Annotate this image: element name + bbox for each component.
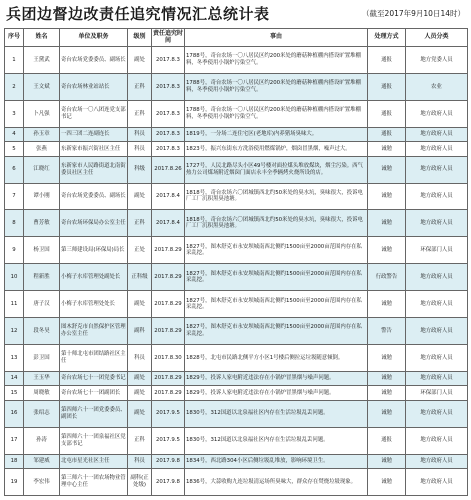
cell-action: 诫勉 — [368, 237, 406, 264]
cell-unit: 奇台农场党委委员、副场长 — [60, 183, 128, 210]
cell-no: 17 — [5, 427, 24, 454]
col-header-unit: 单位及职务 — [60, 29, 128, 47]
cell-name: 邹建威 — [24, 454, 60, 468]
cell-category: 地方政府人员 — [406, 427, 468, 454]
cell-level: 副处 — [128, 400, 152, 427]
cell-no: 7 — [5, 183, 24, 210]
col-header-reason: 事由 — [185, 29, 368, 47]
col-header-time: 责任追究时间 — [152, 29, 185, 47]
cell-reason: 1823号，振兴东街东方洗浴使用燃煤锅炉，烟囱冒黑烟，噪声过大。 — [185, 142, 368, 156]
table-row — [5, 386, 468, 400]
cell-name: 程新胜 — [24, 264, 60, 291]
cell-level: 正科 — [128, 427, 152, 454]
cell-level: 副处 — [128, 183, 152, 210]
cell-name: 段冬昊 — [24, 318, 60, 345]
cell-reason: 1834号，西北路304小区后侧垃圾乱堆放，影响环境卫生。 — [185, 454, 368, 468]
cell-level: 科员 — [128, 454, 152, 468]
cell-unit: 北屯市星光社区主任 — [60, 454, 128, 468]
cell-category: 地方政府人员 — [406, 469, 468, 496]
cell-no: 9 — [5, 237, 24, 264]
cell-category: 地方政府人员 — [406, 454, 468, 468]
page-title: 兵团边督边改责任追究情况汇总统计表 — [6, 5, 270, 23]
cell-level: 副处 — [128, 386, 152, 400]
cell-time: 2017.8.26 — [152, 156, 185, 183]
cell-no: 1 — [5, 47, 24, 74]
cell-category: 地方政府人员 — [406, 127, 468, 141]
cell-time: 2017.8.29 — [152, 264, 185, 291]
cell-reason: 1827号，图木舒克市永安坝城南西北侧约1500亩至2000亩范围内存在私采乱挖。 — [185, 291, 368, 318]
cell-no: 11 — [5, 291, 24, 318]
cell-unit: 奇台农场七十一团副团长 — [60, 386, 128, 400]
cell-no: 14 — [5, 371, 24, 385]
cell-reason: 1788号，奇台农场一〇八居民区约200米处的蘑菇种植棚内搭设旷置堆棚料，冬季使用小锅炉污染空气。 — [185, 73, 368, 100]
cell-category: 地方政府人员 — [406, 400, 468, 427]
cell-reason: 1827号，图木舒克市永安坝城南西北侧约1500亩至2000亩范围内存在私采乱挖。 — [185, 264, 368, 291]
cell-no: 3 — [5, 100, 24, 127]
cell-reason: 1788号，奇台农场一〇八居民区约200米处的蘑菇种植棚内搭设旷置堆棚料，冬季使用小锅炉污染空气。 — [185, 100, 368, 127]
cell-name: 李宏伟 — [24, 469, 60, 496]
cell-no: 18 — [5, 454, 24, 468]
cell-time: 2017.8.3 — [152, 127, 185, 141]
accountability-table — [4, 28, 468, 496]
col-header-name: 姓名 — [24, 29, 60, 47]
cell-no: 10 — [5, 264, 24, 291]
cell-time: 2017.9.5 — [152, 427, 185, 454]
cell-reason: 1827号，图木舒克市永安坝城南西北侧约1500亩至2000亩范围内存在私采乱挖。 — [185, 318, 368, 345]
cell-action: 诫勉 — [368, 469, 406, 496]
cell-name: 张燕 — [24, 142, 60, 156]
cell-time: 2017.8.3 — [152, 142, 185, 156]
cell-name: 张绍志 — [24, 400, 60, 427]
table-row — [5, 345, 468, 372]
cell-action: 诫勉 — [368, 291, 406, 318]
cell-unit: 第十师北屯市团结路社区主任 — [60, 345, 128, 372]
cell-no: 5 — [5, 142, 24, 156]
cell-level: 副处 — [128, 371, 152, 385]
cell-reason: 1836号，大蒜收购九连垃圾清运场所臭味大，群众存在焚烧垃圾现象。 — [185, 469, 368, 496]
table-row — [5, 237, 468, 264]
cell-name: 周晓敏 — [24, 386, 60, 400]
cell-category: 地方政府人员 — [406, 156, 468, 183]
cell-reason: 1788号，奇台农场一〇八居民区约200米处的蘑菇种植棚内搭设旷置堆棚料，冬季使用小锅炉污染空气。 — [185, 47, 368, 74]
cell-time: 2017.8.3 — [152, 47, 185, 74]
cell-reason: 1818号，奇台农场六〇团城镇西北约50米处的臭水坑，臭味很大，投诉电厂工厂沉积黑臭池塘。 — [185, 210, 368, 237]
table-body — [5, 47, 468, 496]
cell-action: 诫勉 — [368, 210, 406, 237]
cell-unit: 奇台农场环保局办公室主任 — [60, 210, 128, 237]
cell-name: 彭卫国 — [24, 345, 60, 372]
col-header-level: 级别 — [128, 29, 152, 47]
cell-unit: 第四师六十一团泉福社区党支部书记 — [60, 427, 128, 454]
cell-reason: 1829号，投诉人家电附近违法存在小锅炉冒黑烟与噪声问题。 — [185, 371, 368, 385]
cell-reason: 1819号，一分场二连住宅区(老地库)内养猪场臭味大。 — [185, 127, 368, 141]
table-row — [5, 156, 468, 183]
cell-time: 2017.8.3 — [152, 73, 185, 100]
cell-name: 卜凡强 — [24, 100, 60, 127]
cell-category: 农业 — [406, 73, 468, 100]
cell-category: 地方政府人员 — [406, 210, 468, 237]
cell-reason: 1828号，北屯市民路北侧平方小区1号楼后侧拉运垃圾随意倾倒。 — [185, 345, 368, 372]
table-row — [5, 318, 468, 345]
cell-no: 6 — [5, 156, 24, 183]
cell-unit: 奇台农场七十一团党委书记 — [60, 371, 128, 385]
cell-name: 杨卫国 — [24, 237, 60, 264]
table-row — [5, 427, 468, 454]
cell-name: 曹芳敏 — [24, 210, 60, 237]
cell-unit: 东新家市振兴街社区主任 — [60, 142, 128, 156]
cell-level: 科员 — [128, 127, 152, 141]
cell-category: 地方政府人员 — [406, 264, 468, 291]
table-row — [5, 400, 468, 427]
cell-category: 地方政府人员 — [406, 318, 468, 345]
cell-level: 副处 — [128, 47, 152, 74]
cell-action: 行政警告 — [368, 264, 406, 291]
cell-category: 地方政府人员 — [406, 371, 468, 385]
table-row — [5, 142, 468, 156]
cell-level: 科员 — [128, 142, 152, 156]
cell-action: 诫勉 — [368, 386, 406, 400]
cell-name: 唐子汉 — [24, 291, 60, 318]
cell-reason: 1827号，图木舒克市永安坝城南西北侧约1500亩至2000亩范围内存在私采乱挖。 — [185, 237, 368, 264]
cell-action: 通报 — [368, 47, 406, 74]
cell-time: 2017.8.29 — [152, 386, 185, 400]
cell-level: 副科(正处级) — [128, 469, 152, 496]
cell-no: 16 — [5, 400, 24, 427]
cell-time: 2017.8.29 — [152, 318, 185, 345]
cell-category: 地方政府人员 — [406, 142, 468, 156]
cell-category: 地方政府人员 — [406, 291, 468, 318]
cell-level: 正科 — [128, 100, 152, 127]
cell-time: 2017.9.8 — [152, 469, 185, 496]
cell-time: 2017.8.29 — [152, 291, 185, 318]
cell-level: 正科级 — [128, 264, 152, 291]
cell-unit: 奇台农场党委委员、副场长 — [60, 47, 128, 74]
cell-no: 19 — [5, 469, 24, 496]
cell-action: 通报 — [368, 73, 406, 100]
cell-level: 副处 — [128, 291, 152, 318]
table-row — [5, 127, 468, 141]
cell-category: 地方政府人员 — [406, 345, 468, 372]
cell-reason: 1830号，312国道以北泉福社区内存在生活垃圾乱丢问题。 — [185, 427, 368, 454]
cell-level: 科级 — [128, 156, 152, 183]
cell-name: 王玉华 — [24, 371, 60, 385]
cell-unit: 第三师六十一团农场物业管理中心主任 — [60, 469, 128, 496]
cell-category: 地方党委人员 — [406, 47, 468, 74]
cell-level: 科员 — [128, 345, 152, 372]
cell-action: 诫勉 — [368, 400, 406, 427]
cell-name: 孙涛 — [24, 427, 60, 454]
cell-time: 2017.9.8 — [152, 454, 185, 468]
cell-category: 环保部门人员 — [406, 386, 468, 400]
cell-action: 通报 — [368, 100, 406, 127]
table-row — [5, 264, 468, 291]
cell-time: 2017.8.4 — [152, 210, 185, 237]
table-row — [5, 454, 468, 468]
cell-action: 警告 — [368, 318, 406, 345]
cell-reason: 1829号，投诉人家电附近违法存在小锅炉冒黑烟与噪声问题。 — [185, 386, 368, 400]
cell-name: 孙玉章 — [24, 127, 60, 141]
cell-unit: 小梅子水库管理处处长 — [60, 291, 128, 318]
col-header-category: 人员分类 — [406, 29, 468, 47]
cell-unit: 奇台农场林业站站长 — [60, 73, 128, 100]
cell-name: 江晓红 — [24, 156, 60, 183]
cell-level: 正科 — [128, 73, 152, 100]
cell-level: 副科 — [128, 318, 152, 345]
cell-unit: 奇台农场一〇八团连党支部书记 — [60, 100, 128, 127]
cell-time: 2017.9.5 — [152, 400, 185, 427]
cell-time: 2017.8.3 — [152, 100, 185, 127]
table-row — [5, 469, 468, 496]
cell-name: 谭小刚 — [24, 183, 60, 210]
cell-level: 正科 — [128, 210, 152, 237]
table-row — [5, 210, 468, 237]
cell-no: 13 — [5, 345, 24, 372]
table-row — [5, 100, 468, 127]
col-header-action: 处理方式 — [368, 29, 406, 47]
cell-action: 通报 — [368, 427, 406, 454]
cell-category: 地方政府人员 — [406, 100, 468, 127]
cell-no: 2 — [5, 73, 24, 100]
date-note: （截至2017年9月10日14时） — [362, 9, 465, 18]
cell-reason: 1727号，人民北路尽头小区49号楼对面拉煤头堆放煤块，烟尘污染。西气热力公司煤场附近烟囱门面店永丰全季辆烤火烧所设的店。 — [185, 156, 368, 183]
cell-no: 15 — [5, 386, 24, 400]
cell-category: 环保部门人员 — [406, 237, 468, 264]
cell-time: 2017.8.29 — [152, 371, 185, 385]
cell-category: 地方政府人员 — [406, 183, 468, 210]
cell-unit: 第三师建设局(环保局)局长 — [60, 237, 128, 264]
table-row — [5, 291, 468, 318]
col-header-no: 序号 — [5, 29, 24, 47]
cell-reason: 1830号，312国道以北泉福社区内存在生活垃圾乱丢问题。 — [185, 400, 368, 427]
cell-action: 诫勉 — [368, 345, 406, 372]
table-header-row — [5, 29, 468, 47]
cell-action: 诫勉 — [368, 454, 406, 468]
table-row — [5, 47, 468, 74]
table-row — [5, 183, 468, 210]
cell-action: 诫勉 — [368, 183, 406, 210]
cell-name: 王黛武 — [24, 47, 60, 74]
cell-unit: 图木舒克市自然保护区管理办公室主任 — [60, 318, 128, 345]
cell-name: 王文斌 — [24, 73, 60, 100]
cell-unit: 小梅子水库管理处副处长 — [60, 264, 128, 291]
cell-time: 2017.8.30 — [152, 345, 185, 372]
cell-action: 诫勉 — [368, 156, 406, 183]
cell-no: 4 — [5, 127, 24, 141]
cell-unit: 一四三团二连副连长 — [60, 127, 128, 141]
cell-action: 通报 — [368, 127, 406, 141]
cell-no: 12 — [5, 318, 24, 345]
cell-action: 诫勉 — [368, 142, 406, 156]
cell-reason: 1818号，奇台农场六〇团城镇西北约50米处的臭水坑，臭味很大，投诉电厂工厂沉积黑臭池塘。 — [185, 183, 368, 210]
cell-action: 诫勉 — [368, 371, 406, 385]
cell-no: 8 — [5, 210, 24, 237]
table-row — [5, 73, 468, 100]
cell-level: 正处 — [128, 237, 152, 264]
cell-time: 2017.8.4 — [152, 183, 185, 210]
cell-unit: 东新家市人民路街道北南街委员社区主任 — [60, 156, 128, 183]
cell-unit: 第四师六十一团党委委员、副团长 — [60, 400, 128, 427]
cell-time: 2017.8.29 — [152, 237, 185, 264]
table-row — [5, 371, 468, 385]
